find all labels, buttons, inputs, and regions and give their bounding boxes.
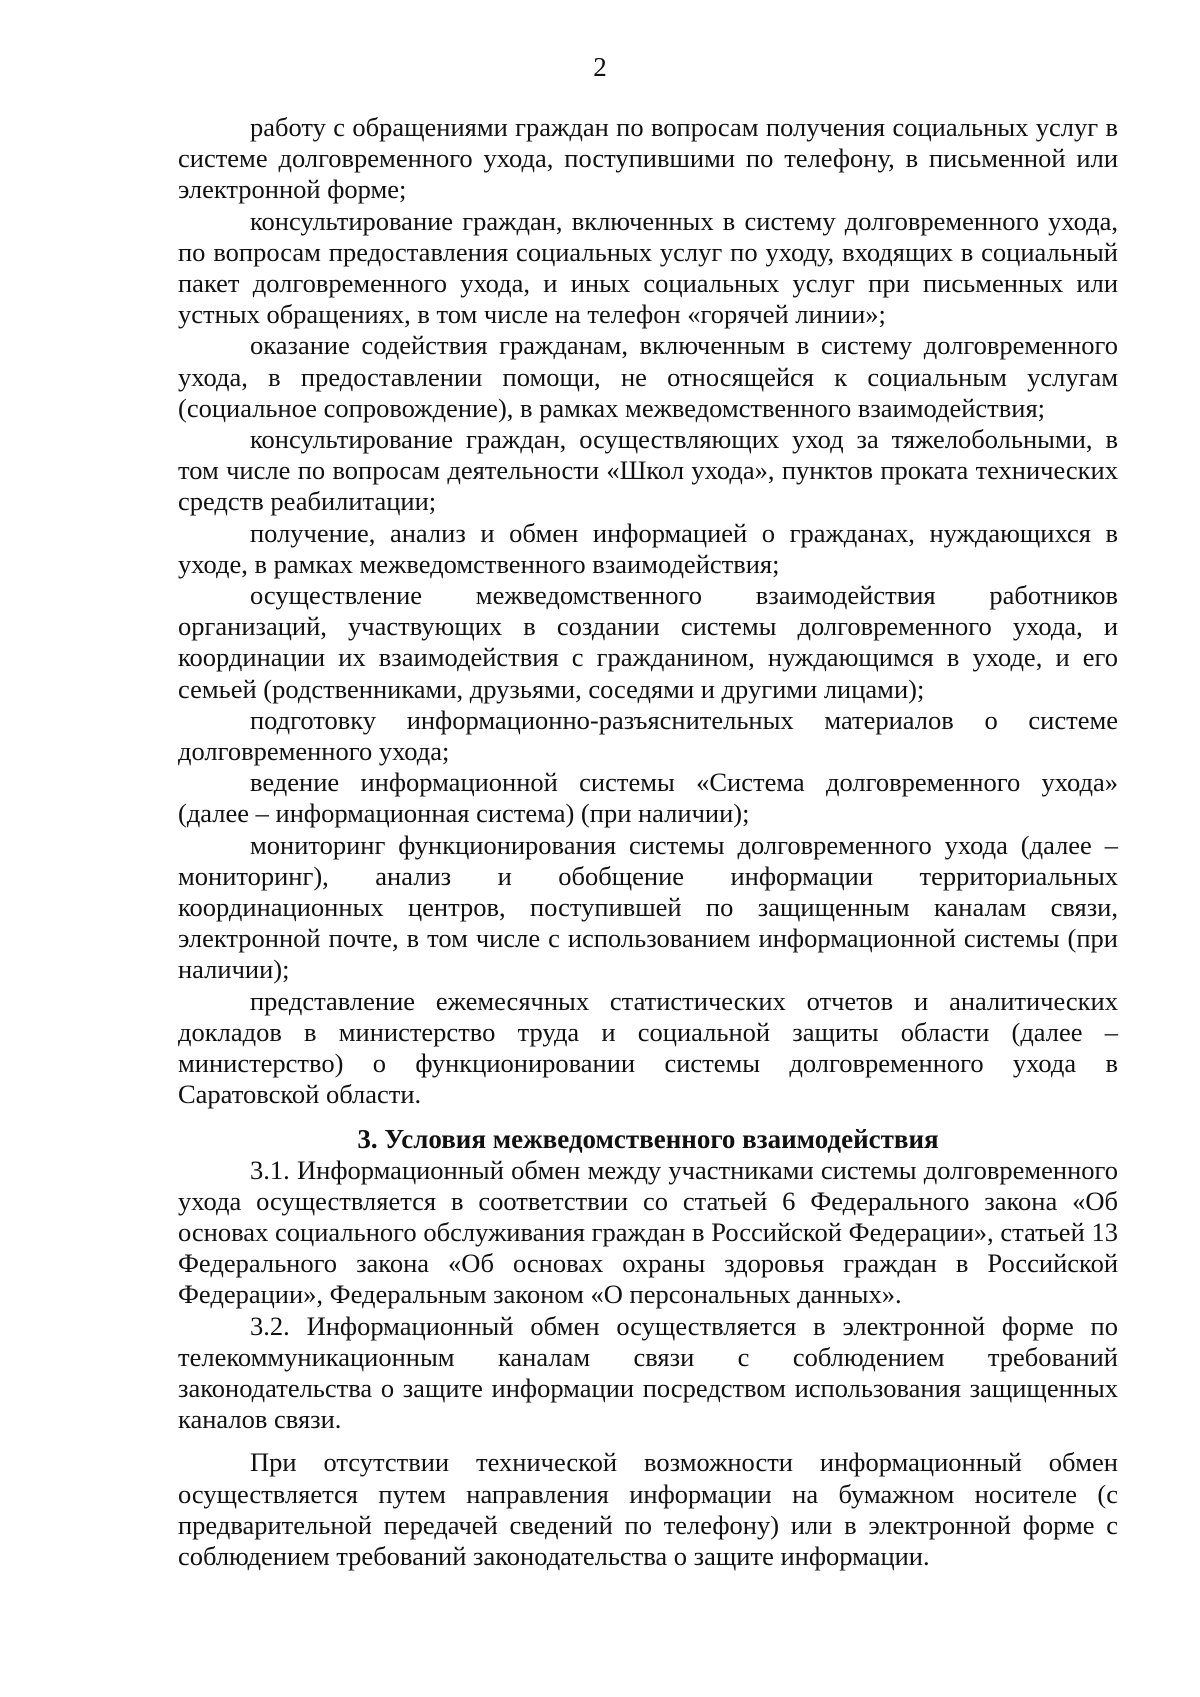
section-heading: 3. Условия межведомственного взаимодействия	[357, 1123, 939, 1154]
paragraph-3-2: 3.2. Информационный обмен осуществляется в электронной форме по телекоммуникационным каналам связи с соблюдением требований законодательства о защите информации посредством использования защищенных каналов связи.	[178, 1310, 1118, 1435]
paragraph: консультирование граждан, осуществляющих уход за тяжелобольными, в том числе по вопросам деятельности «Школ ухода», пунктов проката технических средств реабилитации;	[178, 424, 1118, 517]
document-body	[178, 112, 1118, 1572]
paragraph: консультирование граждан, включенных в систему долговременного ухода, по вопросам предоставления социальных услуг по уходу, входящих в социальный пакет долговременного ухода, и иных социальных услуг при письменных или устных обращениях, в том числе на телефон «горячей линии»;	[178, 205, 1118, 330]
paragraph-3-1: 3.1. Информационный обмен между участниками системы долговременного ухода осуществляется в соответствии со статьей 6 Федерального закона «Об основах социального обслуживания граждан в Российской Федерации», статьей 13 Федерального закона «Об основах охраны здоровья граждан в Российской Федерации», Федеральным законом «О персональных данных».	[178, 1154, 1118, 1310]
paragraph: мониторинг функционирования системы долговременного ухода (далее – мониторинг), анализ и обобщение информации территориальных координационных центров, поступившей по защищенным каналам связи, электронной почте, в том числе с использованием информационной системы (при наличии);	[178, 829, 1118, 985]
paragraph: осуществление межведомственного взаимодействия работников организаций, участвующих в создании системы долговременного ухода, и координации их взаимодействия с гражданином, нуждающимся в уходе, и его семьей (родственниками, друзьями, соседями и другими лицами);	[178, 580, 1118, 704]
paragraph: При отсутствии технической возможности информационный обмен осуществляется путем направления информации на бумажном носителе (с предварительной передачей сведений по телефону) или в электронной форме с соблюдением требований законодательства о защите информации.	[178, 1447, 1118, 1571]
page-number: 2	[593, 52, 607, 82]
paragraph: представление ежемесячных статистических отчетов и аналитических докладов в министерство труда и социальной защиты области (далее – министерство) о функционировании системы долговременного ухода в Саратовской области.	[178, 985, 1118, 1110]
paragraph: получение, анализ и обмен информацией о гражданах, нуждающихся в уходе, в рамках межведомственного взаимодействия;	[178, 517, 1118, 579]
paragraph: подготовку информационно-разъяснительных материалов о системе долговременного ухода;	[178, 704, 1118, 767]
paragraph: оказание содействия гражданам, включенным в систему долговременного ухода, в предоставлении помощи, не относящейся к социальным услугам (социальное сопровождение), в рамках межведомственного взаимодействия;	[178, 330, 1118, 423]
paragraph: ведение информационной системы «Система долговременного ухода» (далее – информационная система) (при наличии);	[178, 767, 1118, 829]
paragraph: работу с обращениями граждан по вопросам получения социальных услуг в системе долговременного ухода, поступившими по телефону, в письменной или электронной форме;	[178, 112, 1118, 205]
